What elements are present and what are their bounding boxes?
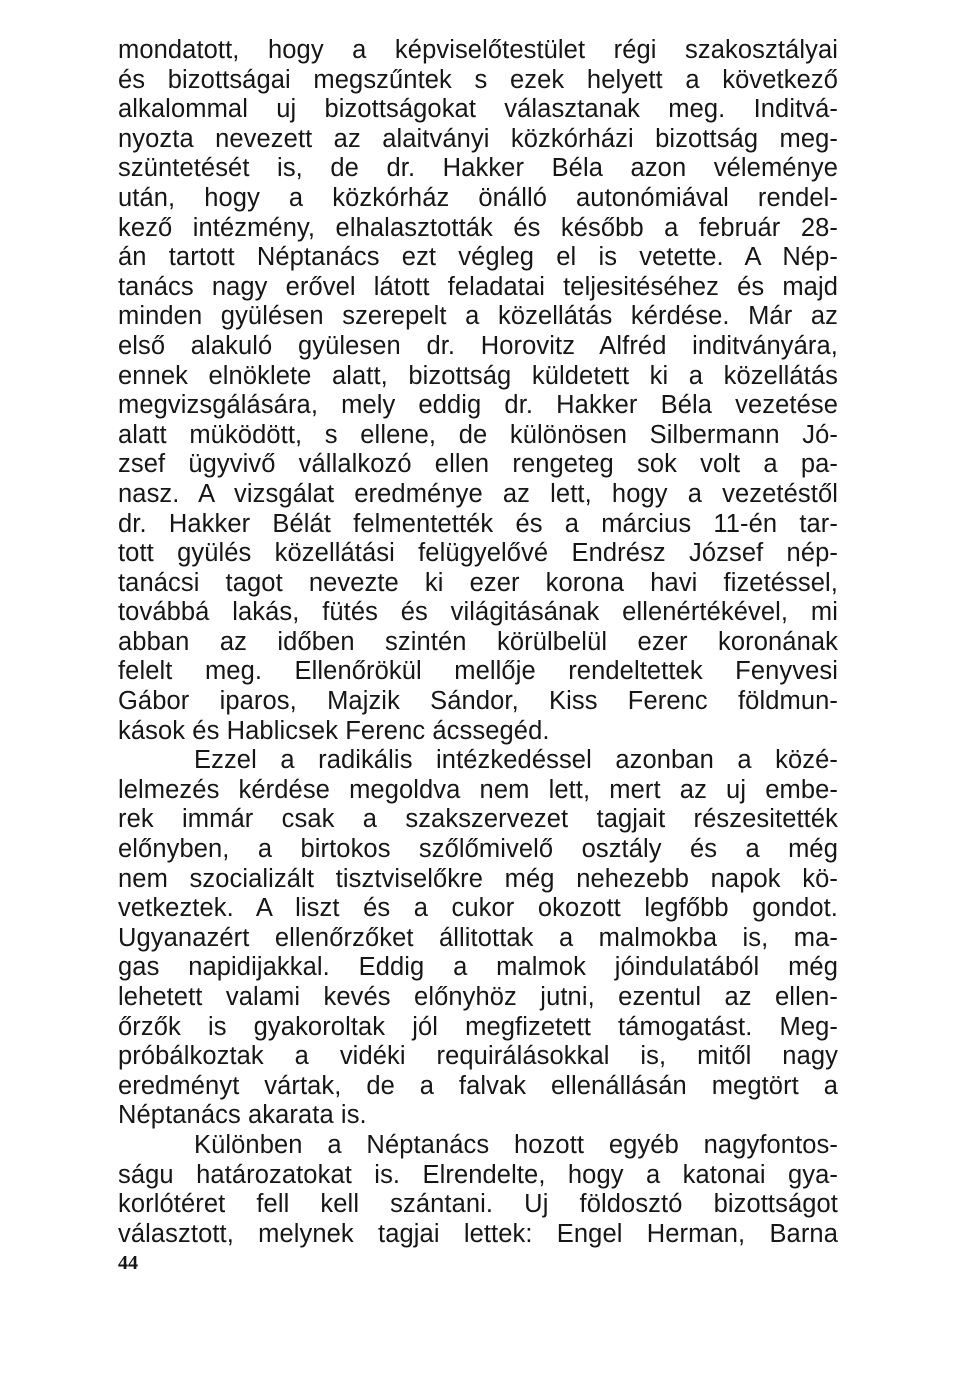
text-line: szüntetését is, de dr. Hakker Béla azon véleménye: [118, 154, 838, 183]
page-number: 44: [118, 1252, 138, 1274]
text-line: tott gyülés közellátási felügyelővé Endrész József nép-: [118, 539, 838, 568]
text-line: felelt meg. Ellenőrökül mellője rendeltettek Fenyvesi: [118, 657, 838, 686]
text-line: nem szocializált tisztviselőkre még nehezebb napok kö-: [118, 864, 838, 893]
paragraph-start-line: Különben a Néptanács hozott egyéb nagyfontos-: [194, 1130, 838, 1159]
text-line: alatt müködött, s ellene, de különösen Silbermann Jó-: [118, 420, 838, 449]
text-line: dr. Hakker Bélát felmentették és a március 11-én tar-: [118, 509, 838, 538]
paragraph-end-line: kások és Hablicsek Ferenc ácssegéd.: [118, 716, 550, 745]
text-line: kező intézmény, elhalasztották és később a február 28-: [118, 213, 838, 242]
text-line: próbálkoztak a vidéki requirálásokkal is, mitől nagy: [118, 1042, 838, 1071]
text-line: megvizsgálására, mely eddig dr. Hakker Béla vezetése: [118, 391, 838, 420]
text-line: alkalommal uj bizottságokat választanak meg. Inditvá-: [118, 95, 838, 124]
text-line: ságu határozatokat is. Elrendelte, hogy a katonai gya-: [118, 1160, 838, 1189]
text-line: lelmezés kérdése megoldva nem lett, mert az uj embe-: [118, 775, 838, 804]
text-line: minden gyülésen szerepelt a közellátás kérdése. Már az: [118, 302, 838, 331]
text-line: án tartott Néptanács ezt végleg el is vetette. A Nép-: [118, 243, 838, 272]
text-line: első alakuló gyülesen dr. Horovitz Alfréd inditványára,: [118, 331, 838, 360]
text-line: nyozta nevezett az alaitványi közkórházi bizottság meg-: [118, 124, 838, 153]
text-line: nasz. A vizsgálat eredménye az lett, hogy a vezetéstől: [118, 479, 838, 508]
paragraph-start-line: Ezzel a radikális intézkedéssel azonban a közé-: [194, 746, 838, 775]
text-line: eredményt vártak, de a falvak ellenállásán megtört a: [118, 1071, 838, 1100]
text-line: gas napidijakkal. Eddig a malmok jóindulatából még: [118, 953, 838, 982]
paragraph-end-line: Néptanács akarata is.: [118, 1101, 367, 1130]
text-line: abban az időben szintén körülbelül ezer koronának: [118, 627, 838, 656]
text-line: tanácsi tagot nevezte ki ezer korona havi fizetéssel,: [118, 568, 838, 597]
text-line: után, hogy a közkórház önálló autonómiával rendel-: [118, 183, 838, 212]
text-line: és bizottságai megszűntek s ezek helyett a következő: [118, 65, 838, 94]
text-line: választott, melynek tagjai lettek: Engel Herman, Barna: [118, 1219, 838, 1248]
text-line: vetkeztek. A liszt és a cukor okozott legfőbb gondot.: [118, 894, 838, 923]
text-line: ennek elnöklete alatt, bizottság küldetett ki a közellátás: [118, 361, 838, 390]
text-line: tanács nagy erővel látott feladatai teljesitéséhez és majd: [118, 272, 838, 301]
text-line: rek immár csak a szakszervezet tagjait részesitették: [118, 805, 838, 834]
text-line: Ugyanazért ellenőrzőket állitottak a malmokba is, ma-: [118, 923, 838, 952]
text-line: korlótéret fell kell szántani. Uj földosztó bizottságot: [118, 1190, 838, 1219]
text-line: továbbá lakás, fütés és világitásának ellenértékével, mi: [118, 598, 838, 627]
text-line: őrzők is gyakoroltak jól megfizetett támogatást. Meg-: [118, 1012, 838, 1041]
text-line: Gábor iparos, Majzik Sándor, Kiss Ferenc földmun-: [118, 687, 838, 716]
text-line: lehetett valami kevés előnyhöz jutni, ezentul az ellen-: [118, 983, 838, 1011]
page-text: [118, 36, 838, 1249]
text-line: előnyben, a birtokos szőlőmivelő osztály és a még: [118, 835, 838, 864]
text-line: zsef ügyvivő vállalkozó ellen rengeteg sok volt a pa-: [118, 450, 838, 479]
text-line: mondatott, hogy a képviselőtestület régi szakosztályai: [118, 36, 838, 64]
